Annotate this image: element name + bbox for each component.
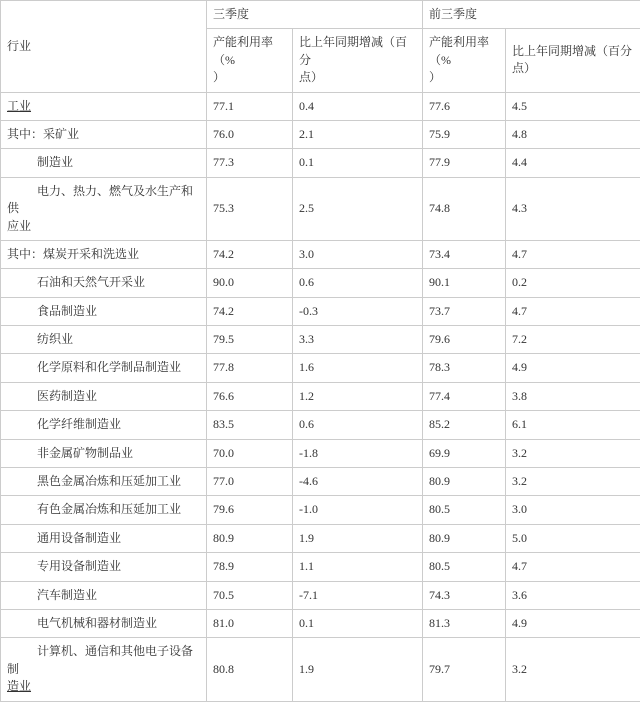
q3-utilization-cell: 74.2 [207,297,293,325]
ytd-utilization-cell: 80.9 [423,468,506,496]
q3-utilization-cell: 70.5 [207,581,293,609]
ytd-utilization-cell: 75.9 [423,120,506,148]
q3-change-cell: 1.6 [293,354,423,382]
ytd-change-cell: 4.7 [506,553,640,581]
industry-label: 制造业 [37,155,73,169]
industry-label: 专用设备制造业 [37,559,121,573]
subheader-line: ） [213,70,225,84]
q3-utilization-cell: 77.0 [207,468,293,496]
ytd-change-cell: 3.8 [506,382,640,410]
q3-change-cell: 3.3 [293,326,423,354]
q3-change-cell: 0.6 [293,269,423,297]
ytd-utilization-cell: 74.8 [423,177,506,240]
ytd-change-cell: 3.2 [506,439,640,467]
industry-label: 纺织业 [37,332,73,346]
q3-change-cell: 2.1 [293,120,423,148]
table-row [1,269,640,297]
industry-cell [1,120,207,148]
industry-cell [1,177,207,240]
q3-utilization-cell: 77.1 [207,92,293,120]
industry-label: 电气机械和器材制造业 [37,616,157,630]
ytd-change-cell: 5.0 [506,524,640,552]
table-row [1,149,640,177]
table-row [1,439,640,467]
q3-utilization-cell: 80.8 [207,638,293,701]
ytd-change-cell: 7.2 [506,326,640,354]
industry-cell [1,326,207,354]
q3-utilization-cell: 76.6 [207,382,293,410]
industry-cell [1,496,207,524]
industry-cell [1,149,207,177]
q3-utilization-cell: 75.3 [207,177,293,240]
ytd-utilization-cell: 81.3 [423,609,506,637]
table-row [1,177,640,240]
industry-label: 医药制造业 [37,389,97,403]
ytd-change-cell: 6.1 [506,411,640,439]
q3-utilization-cell: 81.0 [207,609,293,637]
group-header-row [1,1,640,29]
industry-label: 有色金属冶炼和压延加工业 [37,502,181,516]
ytd-utilization-cell: 69.9 [423,439,506,467]
industry-cell [1,92,207,120]
ytd-utilization-cell: 74.3 [423,581,506,609]
table-row [1,553,640,581]
table-row [1,326,640,354]
ytd-utilization-cell: 85.2 [423,411,506,439]
industry-cell [1,240,207,268]
table-row [1,609,640,637]
industry-label: 化学原料和化学制品制造业 [37,360,181,374]
industry-label: 非金属矿物制品业 [37,446,133,460]
q3-utilization-cell: 80.9 [207,524,293,552]
q3-change-cell: -1.8 [293,439,423,467]
industry-link[interactable]: 造业 [7,679,31,693]
ytd-change-cell: 4.4 [506,149,640,177]
ytd-utilization-cell: 80.9 [423,524,506,552]
industry-cell [1,468,207,496]
ytd-change-cell: 4.8 [506,120,640,148]
table-row [1,120,640,148]
table-row [1,354,640,382]
subheader-line: 产能利用率（% [213,35,273,66]
subheader-line: 比上年同期增减（百分 [512,44,632,58]
ytd-change-cell: 4.5 [506,92,640,120]
q3-utilization-cell: 76.0 [207,120,293,148]
q3-change-cell: 0.1 [293,609,423,637]
industry-label: 其中：采矿业 [7,127,79,141]
industry-cell [1,382,207,410]
q3-utilization-cell: 78.9 [207,553,293,581]
industry-cell [1,297,207,325]
ytd-utilization-cell: 80.5 [423,496,506,524]
ytd-change-cell: 3.2 [506,468,640,496]
industry-cell [1,638,207,701]
subheader-line: 比上年同期增减（百分 [299,35,407,66]
industry-label: 通用设备制造业 [37,531,121,545]
ytd-change-cell: 4.9 [506,609,640,637]
industry-cell [1,609,207,637]
table-row [1,581,640,609]
industry-label: 黑色金属冶炼和压延加工业 [37,474,181,488]
subheader-ytd-utilization [423,29,506,92]
subheader-line: 点） [299,70,323,84]
table-row [1,524,640,552]
ytd-utilization-cell: 73.7 [423,297,506,325]
q3-change-cell: 2.5 [293,177,423,240]
ytd-change-cell: 4.3 [506,177,640,240]
industry-cell [1,581,207,609]
industry-cell [1,439,207,467]
q3-change-cell: 0.1 [293,149,423,177]
ytd-utilization-cell: 90.1 [423,269,506,297]
industry-label: 计算机、通信和其他电子设备制 [7,644,193,675]
q3-utilization-cell: 74.2 [207,240,293,268]
q3-change-cell: -4.6 [293,468,423,496]
industry-cell [1,411,207,439]
ytd-change-cell: 4.7 [506,297,640,325]
q3-utilization-cell: 77.3 [207,149,293,177]
subheader-line: 产能利用率（% [429,35,489,66]
table-row [1,92,640,120]
table-row [1,382,640,410]
q3-utilization-cell: 79.5 [207,326,293,354]
q3-change-cell: 0.4 [293,92,423,120]
industry-label: 其中：煤炭开采和洗选业 [7,247,139,261]
ytd-change-cell: 3.0 [506,496,640,524]
ytd-utilization-cell: 79.6 [423,326,506,354]
q3-utilization-cell: 90.0 [207,269,293,297]
table-row [1,240,640,268]
subheader-line: ） [429,70,441,84]
ytd-change-cell: 3.2 [506,638,640,701]
q3-change-cell: 1.9 [293,524,423,552]
q3-utilization-cell: 70.0 [207,439,293,467]
ytd-utilization-cell: 80.5 [423,553,506,581]
table-row [1,411,640,439]
q3-change-cell: -1.0 [293,496,423,524]
industry-cell [1,524,207,552]
q3-utilization-cell: 77.8 [207,354,293,382]
industry-cell [1,269,207,297]
ytd-utilization-cell: 78.3 [423,354,506,382]
table-row [1,468,640,496]
table-row [1,496,640,524]
subheader-line: 点） [512,61,536,75]
industry-label: 化学纤维制造业 [37,417,121,431]
subheader-q3-change [293,29,423,92]
q3-change-cell: 0.6 [293,411,423,439]
industry-link[interactable]: 工业 [7,99,31,113]
ytd-change-cell: 4.9 [506,354,640,382]
subheader-ytd-change [506,29,640,92]
industry-label: 应业 [7,219,31,233]
ytd-utilization-cell: 73.4 [423,240,506,268]
industry-cell [1,553,207,581]
ytd-utilization-cell: 79.7 [423,638,506,701]
q3-change-cell: 3.0 [293,240,423,268]
q3-change-cell: 1.1 [293,553,423,581]
subheader-q3-utilization [207,29,293,92]
ytd-change-cell: 3.6 [506,581,640,609]
industry-cell [1,354,207,382]
ytd-change-cell: 4.7 [506,240,640,268]
ytd-utilization-cell: 77.6 [423,92,506,120]
q3-change-cell: -0.3 [293,297,423,325]
industry-label: 汽车制造业 [37,588,97,602]
group-header-first-three-quarters: 前三季度 [423,1,640,29]
ytd-change-cell: 0.2 [506,269,640,297]
q3-change-cell: -7.1 [293,581,423,609]
industry-label: 电力、热力、燃气及水生产和供 [7,184,193,215]
industry-label: 石油和天然气开采业 [37,275,145,289]
table-row [1,638,640,701]
group-header-q3: 三季度 [207,1,423,29]
q3-change-cell: 1.2 [293,382,423,410]
q3-change-cell: 1.9 [293,638,423,701]
industry-column-header: 行业 [1,1,207,93]
ytd-utilization-cell: 77.4 [423,382,506,410]
industry-label: 食品制造业 [37,304,97,318]
ytd-utilization-cell: 77.9 [423,149,506,177]
q3-utilization-cell: 79.6 [207,496,293,524]
q3-utilization-cell: 83.5 [207,411,293,439]
table-row [1,297,640,325]
